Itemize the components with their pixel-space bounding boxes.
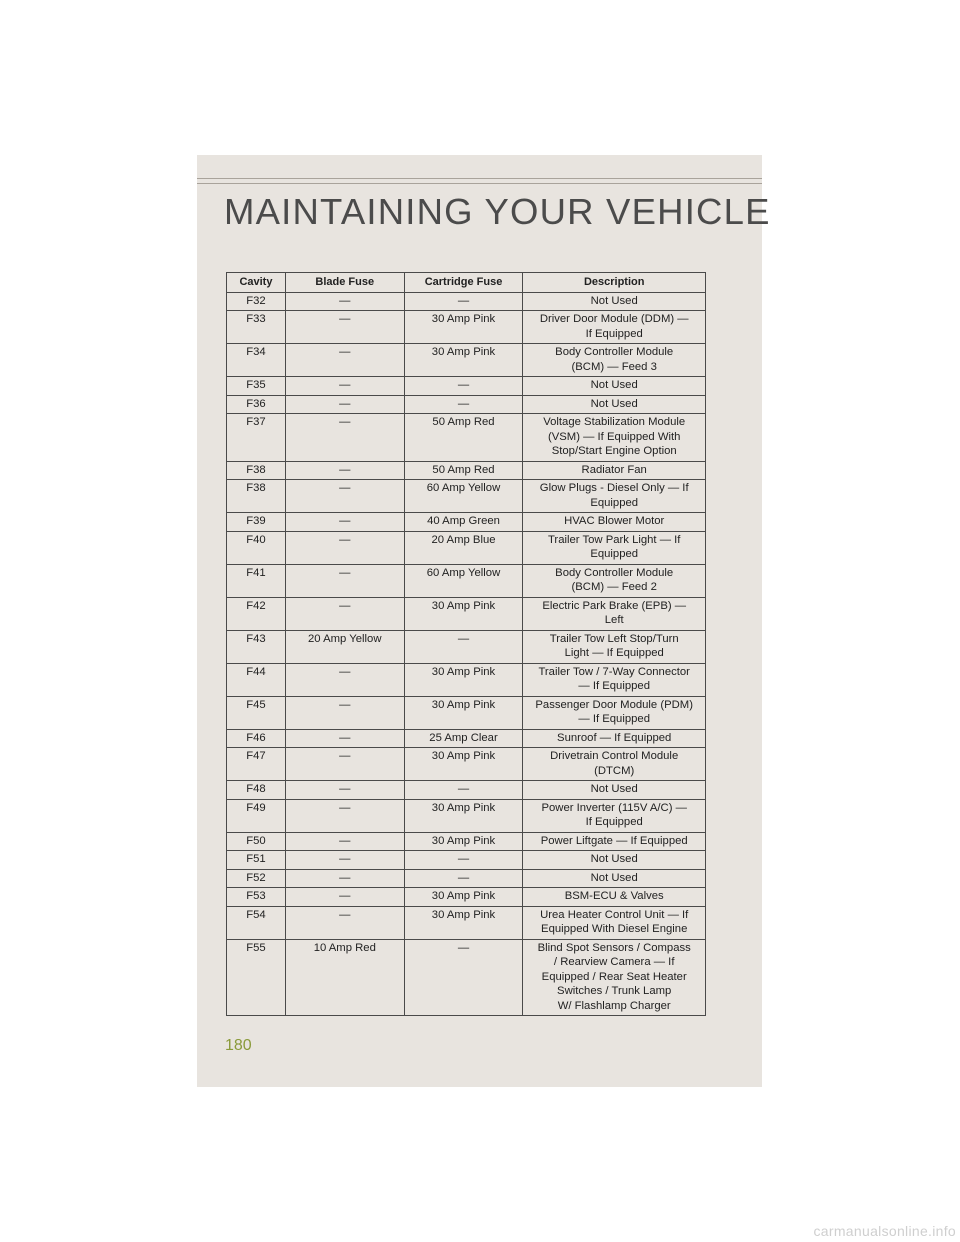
description-line: Equipped / Rear Seat Heater <box>541 970 687 983</box>
cell-cartridge-fuse: 30 Amp Pink <box>404 311 523 344</box>
description-line: — If Equipped <box>578 680 650 692</box>
cell-description <box>523 395 706 414</box>
watermark: carmanualsonline.info <box>813 1223 956 1239</box>
cell-cartridge-fuse: 30 Amp Pink <box>404 748 523 781</box>
cell-description <box>523 906 706 939</box>
cell-blade-fuse: — <box>285 597 404 630</box>
table-row <box>227 799 706 832</box>
cell-cavity: F48 <box>227 781 286 800</box>
cell-cavity: F40 <box>227 531 286 564</box>
description-line: Light — If Equipped <box>564 647 664 659</box>
cell-description <box>523 799 706 832</box>
cell-description <box>523 939 706 1016</box>
cell-description <box>523 781 706 800</box>
cell-cartridge-fuse: — <box>404 292 523 311</box>
cell-cartridge-fuse: 30 Amp Pink <box>404 663 523 696</box>
description-line: Power Liftgate — If Equipped <box>540 834 688 847</box>
table-row <box>227 377 706 396</box>
table-row <box>227 888 706 907</box>
description-line: Blind Spot Sensors / Compass <box>537 941 691 954</box>
table-row <box>227 832 706 851</box>
cell-blade-fuse: — <box>285 513 404 532</box>
cell-blade-fuse: — <box>285 395 404 414</box>
description-line: (BCM) — Feed 3 <box>571 360 657 373</box>
description-line: Body Controller Module <box>555 566 674 579</box>
cell-blade-fuse: — <box>285 888 404 907</box>
cell-blade-fuse: — <box>285 531 404 564</box>
cell-description <box>523 480 706 513</box>
table-row <box>227 748 706 781</box>
table-row <box>227 395 706 414</box>
cell-cartridge-fuse: 30 Amp Pink <box>404 696 523 729</box>
cell-cartridge-fuse: 30 Amp Pink <box>404 906 523 939</box>
cell-cartridge-fuse: 40 Amp Green <box>404 513 523 532</box>
description-line: Left <box>604 614 624 626</box>
cell-blade-fuse: — <box>285 311 404 344</box>
description-line: Trailer Tow Park Light — If <box>547 533 681 546</box>
description-line: Sunroof — If Equipped <box>557 731 672 744</box>
cell-cavity: F37 <box>227 414 286 462</box>
cell-cavity: F38 <box>227 461 286 480</box>
description-line: Voltage Stabilization Module <box>543 416 686 428</box>
table-row <box>227 663 706 696</box>
cell-description <box>523 311 706 344</box>
cell-cavity: F53 <box>227 888 286 907</box>
cell-cavity: F35 <box>227 377 286 396</box>
cell-description <box>523 531 706 564</box>
cell-blade-fuse: — <box>285 564 404 597</box>
description-line: Radiator Fan <box>581 463 647 476</box>
cell-blade-fuse: — <box>285 851 404 870</box>
cell-cartridge-fuse: — <box>404 869 523 888</box>
cell-description <box>523 869 706 888</box>
description-line: W/ Flashlamp Charger <box>557 999 671 1012</box>
cell-description <box>523 748 706 781</box>
description-line: Equipped With Diesel Engine <box>541 923 688 935</box>
column-header-cavity: Cavity <box>227 273 286 293</box>
table-row <box>227 906 706 939</box>
cell-cartridge-fuse: — <box>404 395 523 414</box>
cell-cavity: F47 <box>227 748 286 781</box>
cell-description <box>523 663 706 696</box>
cell-description <box>523 696 706 729</box>
cell-description <box>523 597 706 630</box>
cell-cavity: F54 <box>227 906 286 939</box>
cell-cavity: F36 <box>227 395 286 414</box>
description-line: Not Used <box>590 783 638 795</box>
description-line: BSM-ECU & Valves <box>564 890 664 902</box>
cell-description <box>523 564 706 597</box>
cell-cavity: F51 <box>227 851 286 870</box>
cell-blade-fuse: 20 Amp Yellow <box>285 630 404 663</box>
table-header-row <box>227 273 706 293</box>
cell-cartridge-fuse: 25 Amp Clear <box>404 729 523 748</box>
cell-blade-fuse: — <box>285 344 404 377</box>
description-line: Urea Heater Control Unit — If <box>540 908 689 921</box>
cell-cavity: F44 <box>227 663 286 696</box>
cell-description <box>523 414 706 462</box>
cell-description <box>523 292 706 311</box>
description-line: If Equipped <box>585 816 643 828</box>
page-number: 180 <box>225 1037 252 1054</box>
cell-description <box>523 630 706 663</box>
cell-description <box>523 461 706 480</box>
cell-blade-fuse: — <box>285 292 404 311</box>
description-line: Not Used <box>590 871 638 884</box>
table-row <box>227 461 706 480</box>
cell-cavity: F34 <box>227 344 286 377</box>
cell-cartridge-fuse: — <box>404 630 523 663</box>
description-line: Not Used <box>590 379 638 391</box>
table-row <box>227 564 706 597</box>
table-row <box>227 311 706 344</box>
table-row <box>227 939 706 1016</box>
cell-blade-fuse: — <box>285 832 404 851</box>
cell-blade-fuse: — <box>285 663 404 696</box>
cell-cartridge-fuse: — <box>404 851 523 870</box>
description-line: Driver Door Module (DDM) — <box>539 313 689 325</box>
manual-page <box>197 155 771 1087</box>
description-line: Not Used <box>590 853 638 865</box>
cell-cartridge-fuse: 60 Amp Yellow <box>404 480 523 513</box>
column-header-cartridge-fuse: Cartridge Fuse <box>404 273 523 293</box>
description-line: (DTCM) <box>594 764 635 777</box>
description-line: Trailer Tow Left Stop/Turn <box>549 632 679 645</box>
cell-cartridge-fuse: 20 Amp Blue <box>404 531 523 564</box>
cell-cartridge-fuse: 30 Amp Pink <box>404 832 523 851</box>
cell-cavity: F38 <box>227 480 286 513</box>
cell-cartridge-fuse: 30 Amp Pink <box>404 344 523 377</box>
cell-cavity: F50 <box>227 832 286 851</box>
table-row <box>227 344 706 377</box>
cell-cartridge-fuse: 60 Amp Yellow <box>404 564 523 597</box>
table-row <box>227 513 706 532</box>
cell-cavity: F39 <box>227 513 286 532</box>
cell-blade-fuse: — <box>285 461 404 480</box>
table-row <box>227 869 706 888</box>
cell-cavity: F46 <box>227 729 286 748</box>
description-line: / Rearview Camera — If <box>553 956 675 968</box>
table-row <box>227 630 706 663</box>
cell-description <box>523 513 706 532</box>
table-row <box>227 414 706 462</box>
cell-blade-fuse: — <box>285 799 404 832</box>
description-line: Drivetrain Control Module <box>550 750 679 762</box>
page-title: MAINTAINING YOUR VEHICLE <box>224 191 771 232</box>
cell-blade-fuse: — <box>285 906 404 939</box>
column-header-description: Description <box>523 273 706 293</box>
cell-cavity: F49 <box>227 799 286 832</box>
cell-cavity: F41 <box>227 564 286 597</box>
description-line: (BCM) — Feed 2 <box>571 581 657 593</box>
cell-cartridge-fuse: — <box>404 939 523 1016</box>
cell-blade-fuse: — <box>285 869 404 888</box>
fuse-table-body <box>227 292 706 1016</box>
description-line: Electric Park Brake (EPB) — <box>542 599 687 612</box>
cell-cavity: F33 <box>227 311 286 344</box>
table-row <box>227 480 706 513</box>
description-line: Stop/Start Engine Option <box>551 445 677 457</box>
cell-cartridge-fuse: 30 Amp Pink <box>404 799 523 832</box>
description-line: Passenger Door Module (PDM) <box>535 698 693 711</box>
description-line: Body Controller Module <box>555 346 674 358</box>
cell-blade-fuse: — <box>285 377 404 396</box>
fuse-table <box>226 272 706 1016</box>
cell-cavity: F45 <box>227 696 286 729</box>
description-line: (VSM) — If Equipped With <box>547 430 681 443</box>
cell-description <box>523 888 706 907</box>
cell-blade-fuse: 10 Amp Red <box>285 939 404 1016</box>
description-line: Switches / Trunk Lamp <box>557 985 672 997</box>
cell-cavity: F52 <box>227 869 286 888</box>
cell-cartridge-fuse: 50 Amp Red <box>404 414 523 462</box>
cell-cartridge-fuse: 30 Amp Pink <box>404 888 523 907</box>
cell-cartridge-fuse: 50 Amp Red <box>404 461 523 480</box>
description-line: Not Used <box>590 397 638 410</box>
table-row <box>227 292 706 311</box>
description-line: Equipped <box>590 496 639 509</box>
description-line: — If Equipped <box>578 713 650 725</box>
table-row <box>227 729 706 748</box>
description-line: Glow Plugs - Diesel Only — If <box>539 482 689 494</box>
cell-blade-fuse: — <box>285 729 404 748</box>
cell-blade-fuse: — <box>285 781 404 800</box>
description-line: Equipped <box>590 548 639 560</box>
cell-cavity: F32 <box>227 292 286 311</box>
cell-blade-fuse: — <box>285 480 404 513</box>
description-line: Not Used <box>590 294 638 307</box>
cell-cavity: F55 <box>227 939 286 1016</box>
table-row <box>227 696 706 729</box>
cell-description <box>523 729 706 748</box>
cell-description <box>523 344 706 377</box>
cell-cartridge-fuse: — <box>404 377 523 396</box>
cell-description <box>523 832 706 851</box>
header-rule-bottom <box>197 183 762 184</box>
description-line: Trailer Tow / 7-Way Connector <box>538 665 690 678</box>
description-line: If Equipped <box>585 327 643 340</box>
table-row <box>227 851 706 870</box>
table-row <box>227 781 706 800</box>
header-rule-top <box>197 178 762 179</box>
cell-cavity: F43 <box>227 630 286 663</box>
cell-cartridge-fuse: — <box>404 781 523 800</box>
cell-cavity: F42 <box>227 597 286 630</box>
cell-description <box>523 851 706 870</box>
cell-blade-fuse: — <box>285 414 404 462</box>
description-line: Power Inverter (115V A/C) — <box>541 801 687 814</box>
cell-cartridge-fuse: 30 Amp Pink <box>404 597 523 630</box>
cell-blade-fuse: — <box>285 696 404 729</box>
column-header-blade-fuse: Blade Fuse <box>285 273 404 293</box>
cell-blade-fuse: — <box>285 748 404 781</box>
table-row <box>227 597 706 630</box>
cell-description <box>523 377 706 396</box>
table-row <box>227 531 706 564</box>
description-line: HVAC Blower Motor <box>564 515 665 527</box>
